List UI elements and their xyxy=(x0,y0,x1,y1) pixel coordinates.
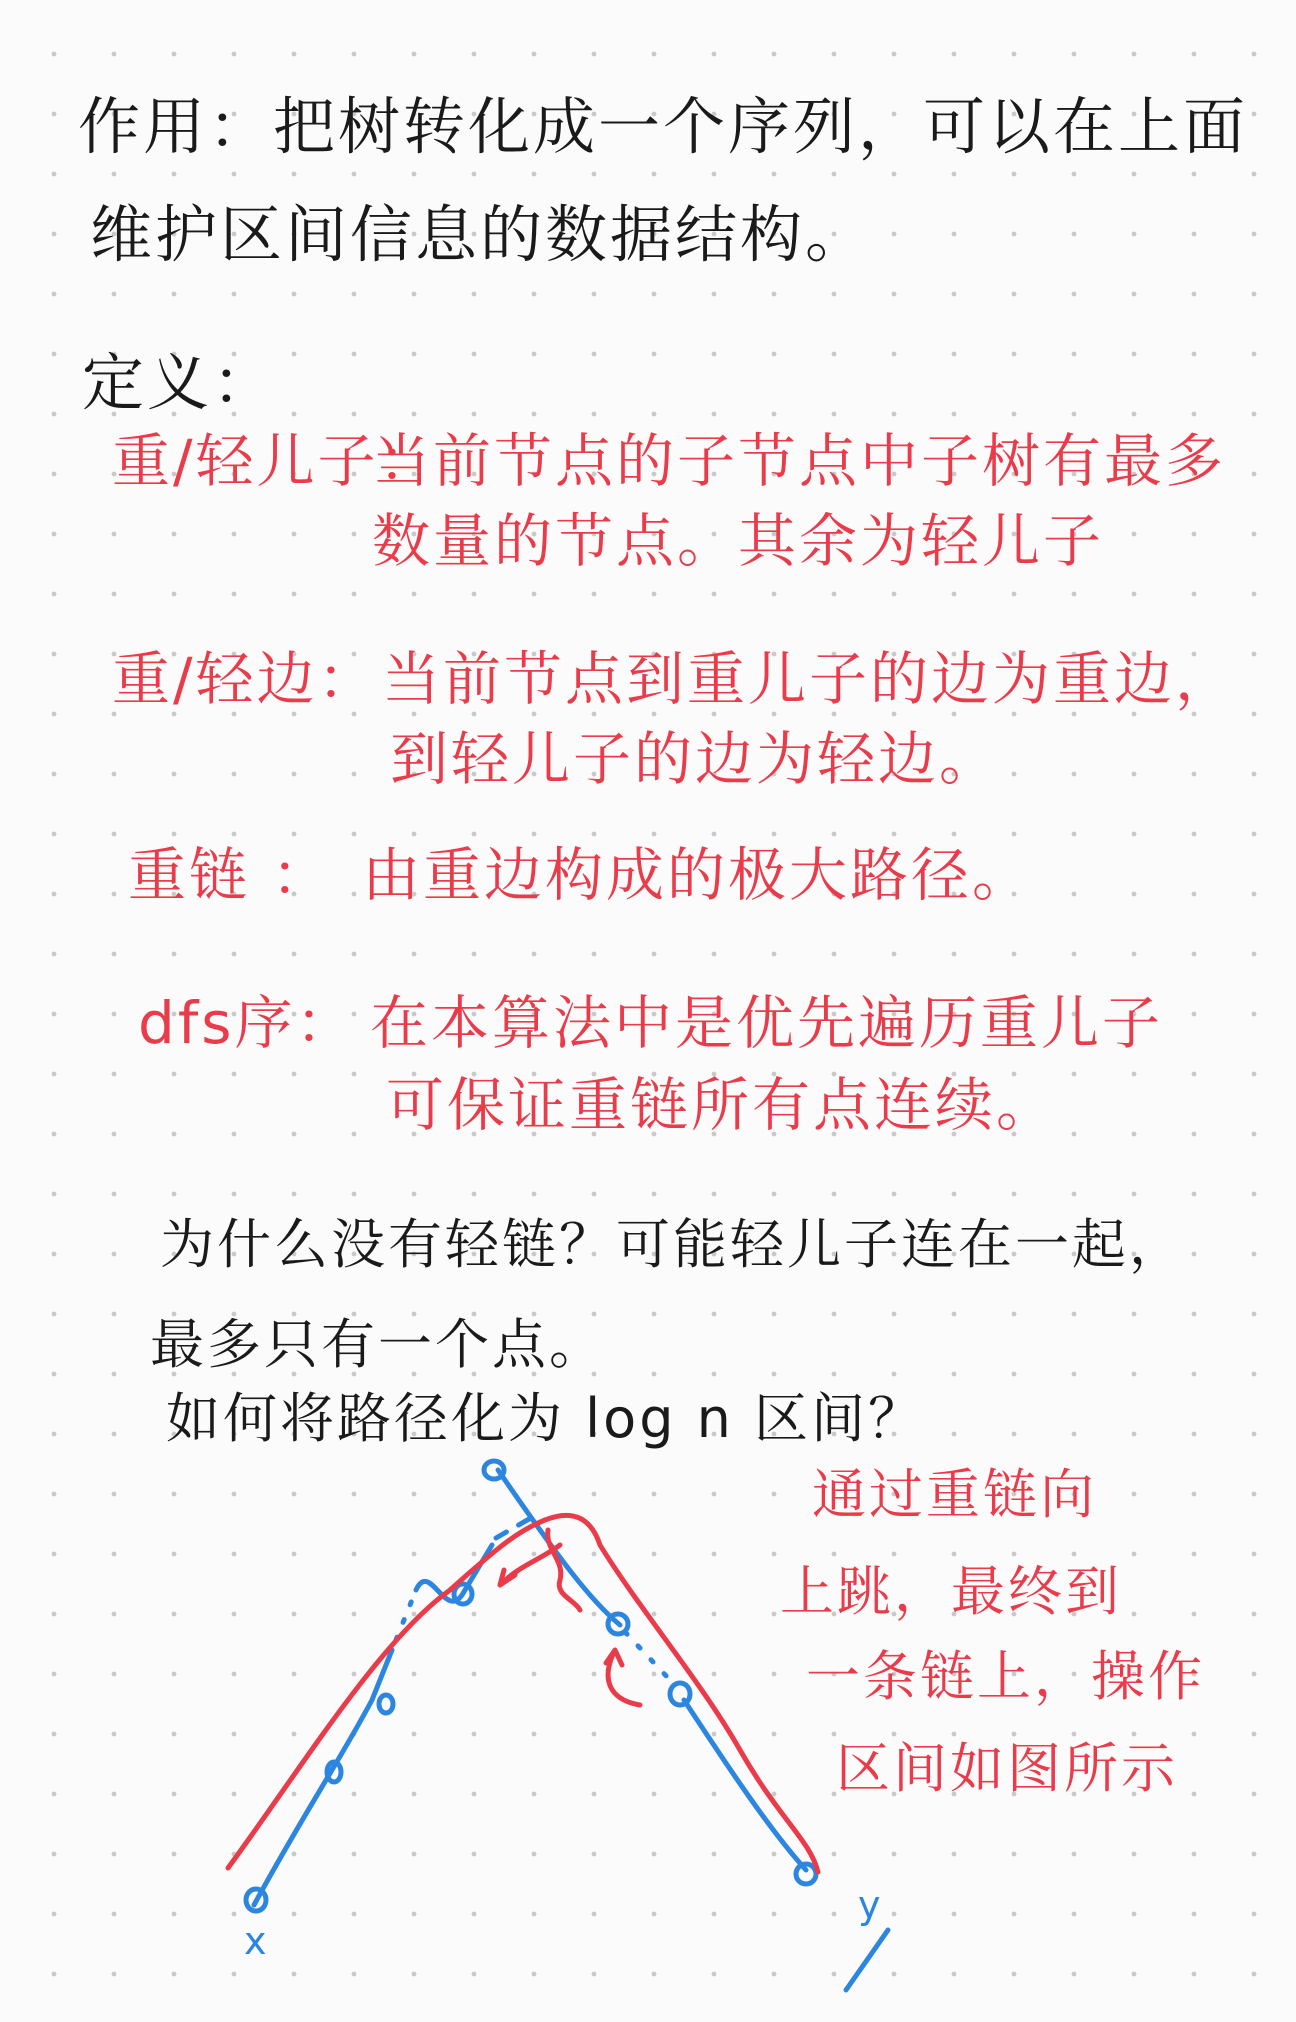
diagram-note-4: 区间如图所示 xyxy=(836,1737,1178,1800)
label-x: x xyxy=(244,1919,267,1963)
red-jump-arrow-2 xyxy=(606,1650,640,1705)
definition-heading: 定义： xyxy=(82,346,278,419)
def-heavy-chain-term: 重链 ： xyxy=(128,841,333,909)
intro-line-1: 作用：把树转化成一个序列，可以在上面 xyxy=(78,90,1249,163)
diagram-note-1: 通过重链向 xyxy=(812,1463,1097,1526)
question-path-to-intervals: 如何将路径化为 log n 区间？ xyxy=(166,1387,926,1450)
diagram-note-2: 上跳，最终到 xyxy=(780,1560,1122,1623)
question-light-chain-answer: 最多只有一个点。 xyxy=(150,1313,606,1376)
tree-node xyxy=(670,1683,690,1705)
def-heavy-chain-desc-1: 由重边构成的极大路径。 xyxy=(362,841,1034,909)
def-heavy-light-edge-desc-2: 到轻儿子的边为轻边。 xyxy=(390,725,1001,793)
def-heavy-light-child-desc-2: 数量的节点。其余为轻儿子 xyxy=(372,507,1105,575)
blue-y-stroke xyxy=(846,1930,888,1990)
question-light-chain: 为什么没有轻链？可能轻儿子连在一起， xyxy=(160,1213,1186,1276)
def-heavy-light-edge-term: 重/轻边： xyxy=(112,645,379,713)
blue-chain-left xyxy=(254,1650,392,1905)
red-squiggle xyxy=(548,1530,580,1610)
def-dfs-order-term: dfs序： xyxy=(138,989,357,1057)
def-heavy-light-child-desc-1: 当前节点的子节点中子树有最多 xyxy=(372,427,1227,495)
tree-node xyxy=(379,1695,393,1713)
label-y: y xyxy=(858,1883,881,1927)
def-dfs-order-desc-1: 在本算法中是优先遍历重儿子 xyxy=(370,989,1164,1057)
blue-chain-right-lower xyxy=(684,1700,806,1870)
diagram-note-3: 一条链上，操作 xyxy=(806,1645,1205,1708)
def-heavy-light-edge-desc-1: 当前节点到重儿子的边为重边， xyxy=(382,645,1237,713)
def-dfs-order-desc-2: 可保证重链所有点连续。 xyxy=(386,1071,1058,1139)
intro-line-2: 维护区间信息的数据结构。 xyxy=(90,198,871,271)
def-heavy-light-child-term: 重/轻儿子： xyxy=(112,427,440,495)
